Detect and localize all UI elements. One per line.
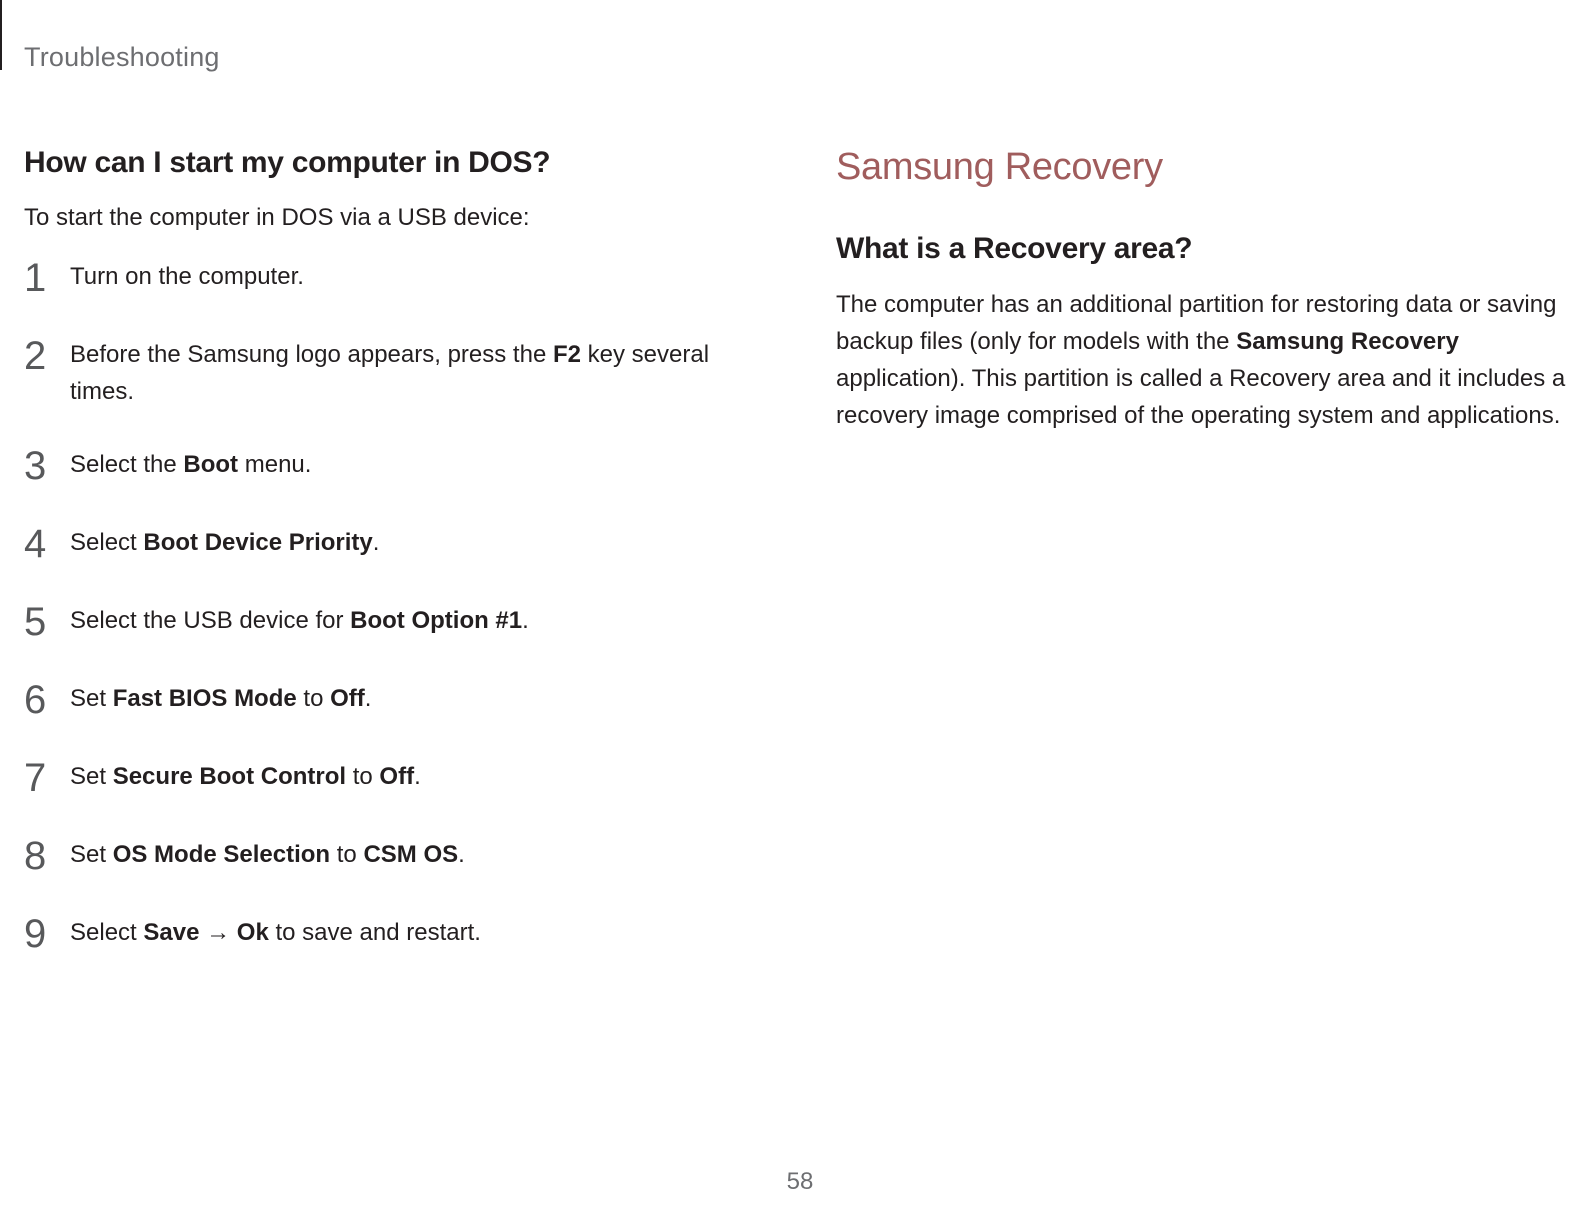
- step-text: [70, 756, 421, 795]
- emphasis-term: Secure Boot Control: [112, 763, 347, 790]
- emphasis-term: Boot Device Priority: [143, 529, 373, 556]
- step-text: [70, 334, 764, 410]
- step-item: [24, 834, 764, 878]
- text-run: to: [330, 841, 364, 868]
- text-run: Select the: [70, 451, 184, 478]
- step-item: [24, 522, 764, 566]
- step-text: [70, 256, 304, 295]
- step-text: [70, 522, 379, 561]
- emphasis-term: Off: [379, 763, 415, 790]
- text-run: Turn on the computer.: [70, 263, 304, 290]
- edge-rule: [0, 0, 2, 70]
- emphasis-term: F2: [552, 341, 581, 368]
- text-run: Set: [70, 763, 113, 790]
- step-number: 7: [24, 756, 47, 800]
- step-item: [24, 444, 764, 488]
- text-run: .: [522, 607, 529, 634]
- text-run: The computer has an additional partition for restoring data or saving backup files (only for models with the: [836, 291, 1557, 355]
- text-run: to: [296, 685, 331, 712]
- left-column: [24, 140, 764, 990]
- step-item: [24, 912, 764, 956]
- step-item: [24, 678, 764, 722]
- emphasis-term: Boot: [183, 451, 239, 478]
- step-text: [70, 834, 465, 873]
- step-item: [24, 756, 764, 800]
- step-item: [24, 600, 764, 644]
- step-number: 5: [24, 600, 47, 644]
- step-text: [70, 444, 311, 483]
- emphasis-term: Fast BIOS Mode: [112, 685, 297, 712]
- step-number: 9: [24, 912, 47, 956]
- text-run: Select the USB device for: [70, 607, 351, 634]
- step-text: [70, 678, 371, 717]
- text-run: to save and restart.: [268, 919, 481, 946]
- step-number: 1: [24, 256, 47, 300]
- text-run: application). This partition is called a Recovery area and it includes a recovery image comprised of the operating system and applications.: [836, 365, 1566, 429]
- step-number: 2: [24, 334, 47, 378]
- text-run: Set: [70, 841, 113, 868]
- text-run: Select: [70, 529, 144, 556]
- step-number: 3: [24, 444, 47, 488]
- emphasis-term: OS Mode Selection: [112, 841, 331, 868]
- text-run: →: [199, 919, 237, 946]
- step-item: [24, 334, 764, 410]
- emphasis-term: Ok: [236, 919, 269, 946]
- step-text: [70, 912, 481, 951]
- text-run: to: [346, 763, 380, 790]
- emphasis-term: CSM OS: [363, 841, 459, 868]
- dos-question-heading: How can I start my computer in DOS?: [24, 146, 551, 179]
- page-number: 58: [786, 1168, 814, 1195]
- step-number: 6: [24, 678, 47, 722]
- text-run: key several times.: [70, 341, 710, 405]
- step-text: [70, 600, 529, 639]
- text-run: menu.: [238, 451, 312, 478]
- text-run: Set: [70, 685, 113, 712]
- step-item: [24, 256, 764, 300]
- text-run: Select: [70, 919, 144, 946]
- section-title: Samsung Recovery: [836, 146, 1163, 188]
- text-run: Before the Samsung logo appears, press the: [70, 341, 553, 368]
- text-run: .: [414, 763, 421, 790]
- step-number: 4: [24, 522, 47, 566]
- dos-steps-list: [24, 256, 764, 956]
- emphasis-term: Samsung Recovery: [1236, 328, 1459, 355]
- text-run: .: [364, 685, 372, 712]
- emphasis-term: Save: [143, 919, 200, 946]
- text-run: .: [372, 529, 380, 556]
- emphasis-term: Off: [330, 685, 365, 712]
- dos-intro-text: To start the computer in DOS via a USB device:: [24, 204, 530, 231]
- right-column: [836, 140, 1566, 434]
- recovery-description: [836, 286, 1566, 434]
- text-run: .: [458, 841, 465, 868]
- recovery-question-heading: What is a Recovery area?: [836, 232, 1193, 265]
- step-number: 8: [24, 834, 47, 878]
- running-header: Troubleshooting: [24, 42, 220, 72]
- emphasis-term: Boot Option #1: [350, 607, 523, 634]
